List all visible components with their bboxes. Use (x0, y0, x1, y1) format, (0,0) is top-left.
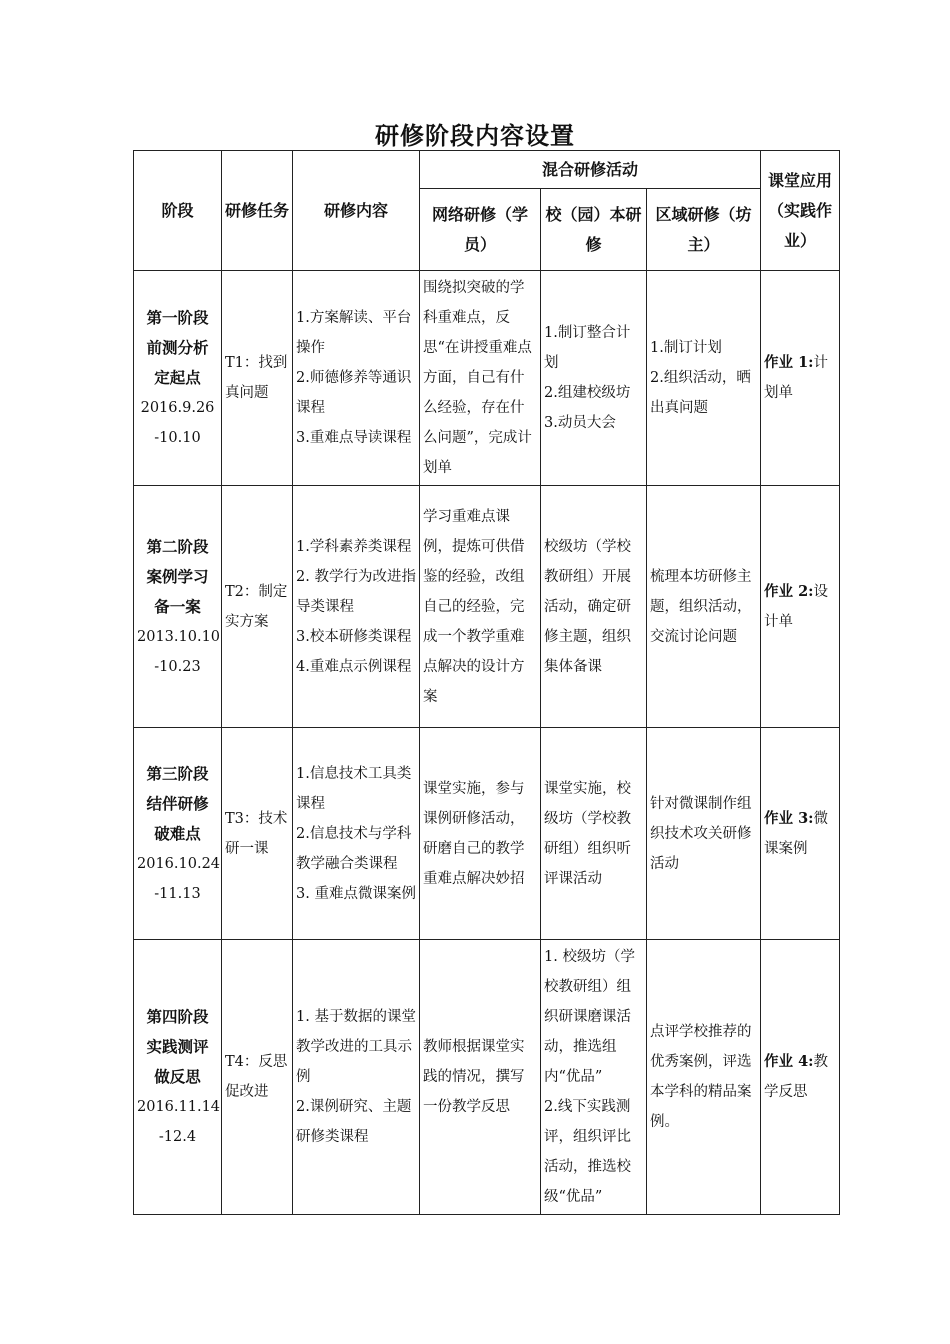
stage-subtitle: 结伴研修 (146, 793, 209, 813)
region-cell (647, 486, 761, 728)
stage-subtitle: 实践测评 (146, 1037, 209, 1056)
homework-text: 教学反思 (764, 1054, 829, 1100)
region-item: 1.制订计划 (650, 340, 722, 356)
stage-content-table (133, 150, 840, 1215)
school-item: 2.组建校级坊 (544, 385, 631, 401)
header-content: 研修内容 (293, 151, 420, 271)
school-item: 校级坊（学校教研组）开展活动，确定研修主题，组织集体备课 (544, 538, 631, 675)
stage-cell (134, 486, 222, 728)
content-item: 3.重难点导读课程 (296, 430, 412, 446)
stage-name: 第一阶段 (146, 308, 209, 327)
table-row (134, 486, 840, 728)
stage-date: -12.4 (158, 1129, 197, 1145)
homework-text: 设计单 (764, 583, 829, 630)
stage-subtitle: 做反思 (154, 1067, 201, 1086)
task-cell: T3：技术研一课 (222, 728, 293, 940)
stage-date: -10.10 (154, 430, 201, 446)
school-cell (541, 728, 647, 940)
homework-label: 作业 1: (764, 354, 814, 371)
online-cell: 围绕拟突破的学科重难点，反思“在讲授重难点方面，自己有什么经验，存在什么问题”，完成计划单 (420, 271, 541, 486)
header-stage: 阶段 (134, 151, 222, 271)
content-cell (293, 271, 420, 486)
content-item: 3.校本研修类课程 (296, 628, 412, 645)
header-classroom-application: 课堂应用（实践作业） (761, 151, 840, 271)
stage-name: 第三阶段 (146, 763, 209, 783)
content-item: 1.学科素养类课程 (296, 538, 412, 555)
header-task: 研修任务 (222, 151, 293, 271)
homework-cell (761, 486, 840, 728)
table-row (134, 728, 840, 940)
header-mixed-activities: 混合研修活动 (420, 151, 761, 189)
school-item: 3.动员大会 (544, 415, 616, 431)
content-item: 2. 教学行为改进指导类课程 (296, 568, 416, 615)
school-item: 1. 校级坊（学校教研组）组织研课磨课活动，推选组内“优品” (544, 949, 635, 1085)
table-row (134, 271, 840, 486)
region-item: 针对微课制作组织技术攻关研修活动 (650, 795, 752, 872)
stage-date: -11.13 (154, 885, 201, 902)
content-cell (293, 486, 420, 728)
region-cell (647, 271, 761, 486)
content-item: 2.信息技术与学科教学融合类课程 (296, 825, 412, 872)
school-cell (541, 486, 647, 728)
header-online-training: 网络研修（学员） (420, 189, 541, 271)
homework-cell (761, 271, 840, 486)
homework-label: 作业 3: (764, 809, 814, 827)
stage-subtitle: 定起点 (154, 368, 201, 387)
region-item: 梳理本坊研修主题，组织活动，交流讨论问题 (650, 568, 752, 645)
content-item: 2.课例研究、主题研修类课程 (296, 1099, 412, 1145)
stage-date: -10.23 (154, 658, 201, 675)
region-item: 点评学校推荐的优秀案例，评选本学科的精品案例。 (650, 1024, 752, 1130)
stage-subtitle: 案例学习 (146, 566, 209, 586)
stage-date: 2016.11.14 (137, 1099, 221, 1115)
homework-cell (761, 940, 840, 1215)
school-cell (541, 271, 647, 486)
stage-date: 2016.10.24 (137, 855, 221, 872)
stage-name: 第四阶段 (146, 1007, 209, 1026)
region-cell (647, 940, 761, 1215)
online-cell: 教师根据课堂实践的情况，撰写一份教学反思 (420, 940, 541, 1215)
content-item: 1. 基于数据的课堂教学改进的工具示例 (296, 1009, 416, 1085)
page-title: 研修阶段内容设置 (375, 121, 575, 150)
header-region-training: 区域研修（坊主） (647, 189, 761, 271)
stage-name: 第二阶段 (146, 536, 209, 556)
stage-subtitle: 备一案 (154, 596, 201, 616)
content-item: 2.师德修养等通识课程 (296, 370, 412, 416)
content-item: 1.方案解读、平台操作 (296, 310, 412, 356)
region-item: 2.组织活动，晒出真问题 (650, 370, 751, 416)
school-item: 2.线下实践测评，组织评比活动，推选校级“优品” (544, 1099, 631, 1205)
homework-text: 微课案例 (764, 810, 829, 857)
content-cell (293, 940, 420, 1215)
content-item: 4.重难点示例课程 (296, 658, 412, 675)
school-item: 课堂实施，校级坊（学校教研组）组织听评课活动 (544, 780, 631, 887)
online-cell: 学习重难点课例，提炼可供借鉴的经验，改组自己的经验，完成一个教学重难点解决的设计方案 (420, 486, 541, 728)
content-cell (293, 728, 420, 940)
stage-subtitle: 破难点 (154, 823, 201, 843)
content-item: 3. 重难点微课案例 (296, 885, 416, 902)
school-cell (541, 940, 647, 1215)
school-item: 1.制订整合计划 (544, 325, 631, 371)
header-school-training: 校（园）本研修 (541, 189, 647, 271)
region-cell (647, 728, 761, 940)
homework-text: 计划单 (764, 355, 829, 401)
stage-subtitle: 前测分析 (146, 338, 209, 357)
stage-date: 2013.10.10 (137, 628, 221, 645)
stage-cell (134, 940, 222, 1215)
online-cell: 课堂实施，参与课例研修活动，研磨自己的教学重难点解决妙招 (420, 728, 541, 940)
stage-cell (134, 728, 222, 940)
content-item: 1.信息技术工具类课程 (296, 765, 412, 812)
table-row (134, 940, 840, 1215)
task-cell: T1：找到真问题 (222, 271, 293, 486)
task-cell: T4：反思促改进 (222, 940, 293, 1215)
stage-date: 2016.9.26 (140, 400, 215, 416)
homework-label: 作业 2: (764, 582, 814, 600)
homework-cell (761, 728, 840, 940)
stage-cell (134, 271, 222, 486)
task-cell: T2：制定实方案 (222, 486, 293, 728)
homework-label: 作业 4: (764, 1053, 814, 1070)
